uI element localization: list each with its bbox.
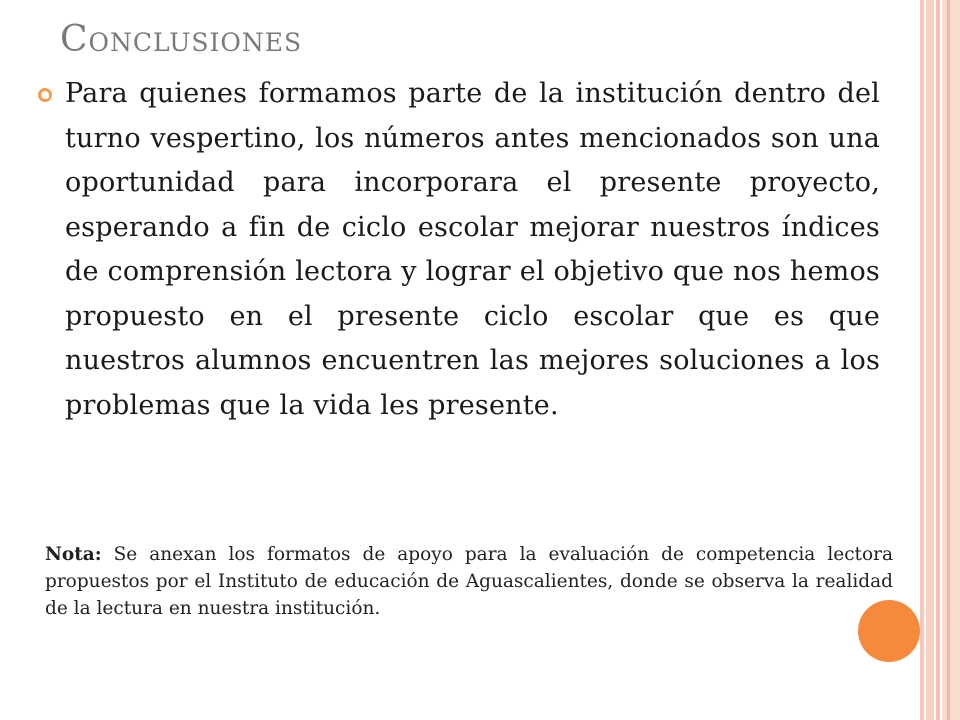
note-text: Se anexan los formatos de apoyo para la evaluación de competencia lectora propuestos por el Instituto de educación de Aguascalientes, donde se observa la realidad de la lectura en nuestra institución. (45, 544, 893, 619)
note-label: Nota: (45, 544, 102, 565)
decorative-stripe (936, 0, 940, 720)
note-paragraph (45, 541, 893, 622)
decorative-stripe (920, 0, 924, 720)
ring-bullet-icon (38, 88, 52, 102)
decorative-circle (858, 600, 920, 662)
decorative-stripe (947, 0, 950, 720)
decorative-stripe (926, 0, 934, 720)
decorative-stripe (942, 0, 960, 720)
slide-title: Conclusiones (60, 19, 303, 60)
bullet-paragraph: Para quienes formamos parte de la institución dentro del turno vespertino, los números antes mencionados son una oportunidad para incorporara el presente proyecto, esperando a fin de ciclo escolar mejorar nuestros índices de comprensión lectora y lograr el objetivo que nos hemos propuesto en el presente ciclo escolar que es que nuestros alumnos encuentren las mejores soluciones a los problemas que la vida les presente. (65, 78, 880, 421)
